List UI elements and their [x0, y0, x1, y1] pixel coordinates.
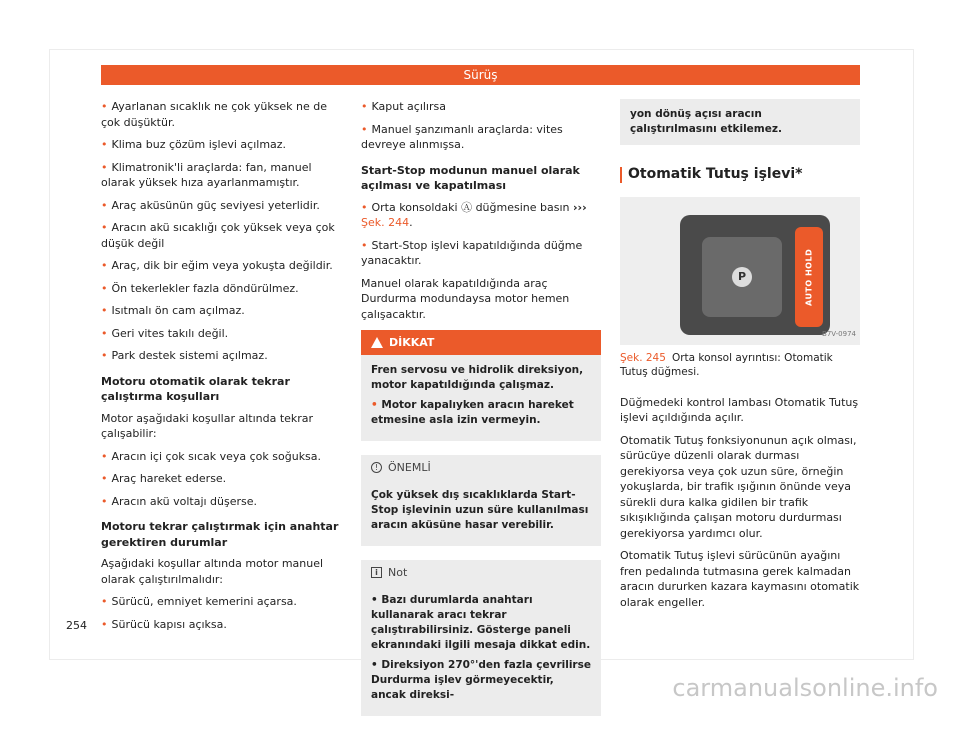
- bullet-icon: •: [361, 122, 368, 136]
- list-item: • Aracın akü sıcaklığı çok yüksek veya çok düşük değil: [101, 221, 335, 250]
- info-circle-icon: !: [371, 462, 382, 473]
- subheading-restart: Motoru otomatik olarak tekrar çalıştırma koşulları: [101, 374, 290, 403]
- bullet-icon: •: [101, 259, 108, 272]
- warning-icon: [371, 337, 383, 348]
- figure-auto-hold: [620, 197, 860, 345]
- column-1: [101, 99, 341, 639]
- subheading-startstop: Start-Stop modunun manuel olarak açılması ve kapatılması: [361, 163, 580, 192]
- list-item: • Park destek sistemi açılmaz.: [101, 349, 268, 362]
- list-item: • Geri vites takılı değil.: [101, 326, 229, 340]
- parking-brake-icon: P: [732, 267, 752, 287]
- bullet-icon: •: [101, 595, 108, 608]
- figure-reference-link[interactable]: Şek. 244: [361, 216, 410, 229]
- paragraph: Motor aşağıdaki koşullar altında tekrar çalışabilir:: [101, 411, 314, 440]
- paragraph: Otomatik Tutuş fonksiyonunun açık olması, sürücüye düzenli olarak durması gerekiyorsa veya çok uzun süre, örneğin yokuşlarda, bir trafik ışığının önünde veya sürekli dura kalka gidilen bir trafik sıkışıklığında çalışan motoru durdurması gerekiyorsa yardımcı olur.: [620, 433, 857, 540]
- bullet-icon: •: [101, 349, 108, 362]
- watermark: carmanualsonline.info: [672, 674, 938, 702]
- list-item: • Araç hareket ederse.: [101, 472, 227, 485]
- list-item: • Start-Stop işlevi kapatıldığında düğme yanacaktır.: [361, 238, 583, 267]
- warning-box: [361, 330, 601, 441]
- figure-label: Şek. 245: [620, 351, 666, 364]
- paragraph: Aşağıdaki koşullar altında motor manuel olarak çalıştırılmalıdır:: [101, 557, 324, 586]
- parking-brake-button: [702, 237, 782, 317]
- bullet-icon: •: [101, 472, 108, 485]
- list-item: • Manuel şanzımanlı araçlarda: vites devreye alınmışsa.: [361, 122, 563, 151]
- auto-hold-button: AUTO HOLD: [795, 227, 823, 327]
- bullet-icon: •: [101, 198, 108, 212]
- note-title: i Not: [361, 560, 601, 585]
- paragraph: Otomatik Tutuş işlevi sürücünün ayağını fren pedalında tutmasına gerek kalmadan aracın dururken kazara kaymasını otomatik olarak engeller.: [620, 549, 860, 609]
- figure-code: B7V-0974: [822, 330, 856, 338]
- bullet-icon: •: [101, 494, 108, 508]
- paragraph: Manuel olarak kapatıldığında araç Durdurma modundaysa motor hemen çalışacaktır.: [361, 276, 570, 321]
- bullet-icon: •: [101, 100, 108, 113]
- bullet-icon: •: [371, 659, 382, 671]
- reference-arrows: ›››: [573, 200, 587, 214]
- important-body: Çok yüksek dış sıcaklıklarda Start-Stop işlevinin uzun süre kullanılması aracın aküsüne hasar verebilir.: [361, 480, 601, 546]
- bullet-icon: •: [101, 281, 108, 295]
- note-box-continued: yon dönüş açısı aracın çalıştırılmasını etkilemez.: [620, 99, 860, 145]
- figure-caption: Şek. 245 Orta konsol ayrıntısı: Otomatik Tutuş düğmesi.: [620, 351, 833, 378]
- list-item: • Orta konsoldaki Ⓐ düğmesine basın ››› Şek. 244.: [361, 200, 587, 229]
- paragraph: Düğmedeki kontrol lambası Otomatik Tutuş işlevi açıldığında açılır.: [620, 395, 859, 424]
- bullet-icon: •: [101, 160, 108, 174]
- list-item: • Ayarlanan sıcaklık ne çok yüksek ne de çok düşüktür.: [101, 100, 328, 129]
- bullet-icon: •: [101, 617, 108, 631]
- section-heading: Otomatik Tutuş işlevi*: [620, 167, 860, 183]
- column-3: [620, 99, 860, 617]
- bullet-icon: •: [101, 326, 108, 340]
- startstop-icon: Ⓐ: [461, 200, 473, 214]
- list-item: • Araç aküsünün güç seviyesi yeterlidir.: [101, 198, 320, 212]
- bullet-icon: •: [371, 399, 382, 411]
- list-item: • Aracın içi çok sıcak veya çok soğuksa.: [101, 449, 322, 463]
- warning-title: DİKKAT: [361, 330, 601, 355]
- warning-body: Fren servosu ve hidrolik direksiyon, motor kapatıldığında çalışmaz. • Motor kapalıyken aracın hareket etmesine asla izin vermeyin.: [361, 355, 601, 441]
- section-header: [101, 65, 860, 85]
- list-item: • Isıtmalı ön cam açılmaz.: [101, 304, 245, 317]
- column-2: [361, 99, 601, 730]
- bullet-icon: •: [101, 138, 108, 151]
- bullet-icon: •: [101, 304, 108, 317]
- note-body: • Bazı durumlarda anahtarı kullanarak aracı tekrar çalıştırabilirsiniz. Gösterge paneli ekranındaki ilgili mesaja dikkat edin. • Direksiyon 270°'den fazla çevrilirse Durdurma işlev görmeyecektir, ancak direksi-: [361, 585, 601, 716]
- list-item: • Klimatronik'li araçlarda: fan, manuel olarak yüksek hıza ayarlanmamıştır.: [101, 160, 312, 189]
- note-box: [361, 560, 601, 716]
- list-item: • Sürücü kapısı açıksa.: [101, 617, 227, 631]
- section-title-text: Sürüş: [463, 68, 498, 82]
- important-box: [361, 455, 601, 546]
- important-title: ! ÖNEMLİ: [361, 455, 601, 480]
- page-number: 254: [66, 619, 87, 632]
- list-item: • Klima buz çözüm işlevi açılmaz.: [101, 138, 287, 151]
- bullet-icon: •: [101, 449, 108, 463]
- list-item: • Araç, dik bir eğim veya yokuşta değildir.: [101, 259, 333, 272]
- bullet-icon: •: [361, 100, 368, 113]
- subheading-key: Motoru tekrar çalıştırmak için anahtar gerektiren durumlar: [101, 520, 339, 549]
- list-item: • Ön tekerlekler fazla döndürülmez.: [101, 281, 299, 295]
- bullet-icon: •: [361, 238, 368, 252]
- list-item: • Kaput açılırsa: [361, 100, 446, 113]
- bullet-icon: •: [361, 200, 368, 214]
- bullet-icon: •: [371, 594, 382, 606]
- list-item: • Sürücü, emniyet kemerini açarsa.: [101, 595, 297, 608]
- bullet-icon: •: [101, 221, 108, 234]
- list-item: • Aracın akü voltajı düşerse.: [101, 494, 258, 508]
- note-icon: i: [371, 567, 382, 578]
